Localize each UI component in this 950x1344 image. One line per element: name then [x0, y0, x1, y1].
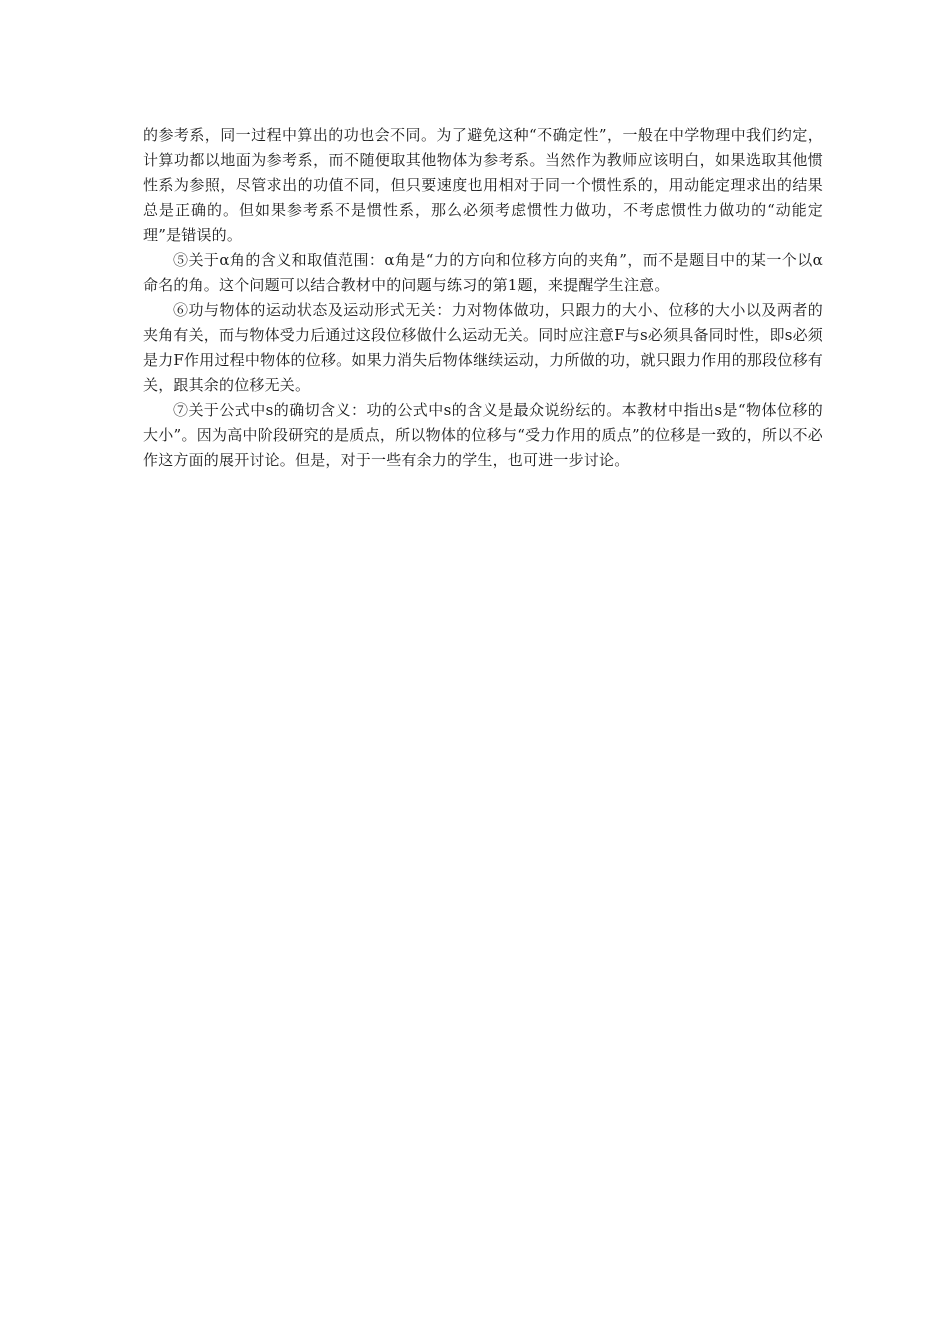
paragraph-reference-frame: 的参考系，同一过程中算出的功也会不同。为了避免这种“不确定性”，一般在中学物理中我们约定，计算功都以地面为参考系，而不随便取其他物体为参考系。当然作为教师应该明白，如果选取其他惯性系为参照，尽管求出的功值不同，但只要速度也用相对于同一个惯性系的，用动能定理求出的结果总是正确的。但如果参考系不是惯性系，那么必须考虑惯性力做功，不考虑惯性力做功的“动能定理”是错误的。 — [143, 126, 823, 244]
paragraph-alpha-angle: ⑤关于α角的含义和取值范围：α角是“力的方向和位移方向的夹角”，而不是题目中的某一个以α命名的角。这个问题可以结合教材中的问题与练习的第1题，来提醒学生注意。 — [143, 251, 823, 294]
paragraph-motion-independence: ⑥功与物体的运动状态及运动形式无关：力对物体做功，只跟力的大小、位移的大小以及两者的夹角有关，而与物体受力后通过这段位移做什么运动无关。同时应注意F与s必须具备同时性，即s必须是力F作用过程中物体的位移。如果力消失后物体继续运动，力所做的功，就只跟力作用的那段位移有关，跟其余的位移无关。 — [143, 301, 824, 394]
document-body — [143, 123, 823, 473]
paragraph-displacement-meaning: ⑦关于公式中s的确切含义：功的公式中s的含义是最众说纷纭的。本教材中指出s是“物体位移的大小”。因为高中阶段研究的是质点，所以物体的位移与“受力作用的质点”的位移是一致的，所以不必作这方面的展开讨论。但是，对于一些有余力的学生，也可进一步讨论。 — [143, 401, 823, 469]
